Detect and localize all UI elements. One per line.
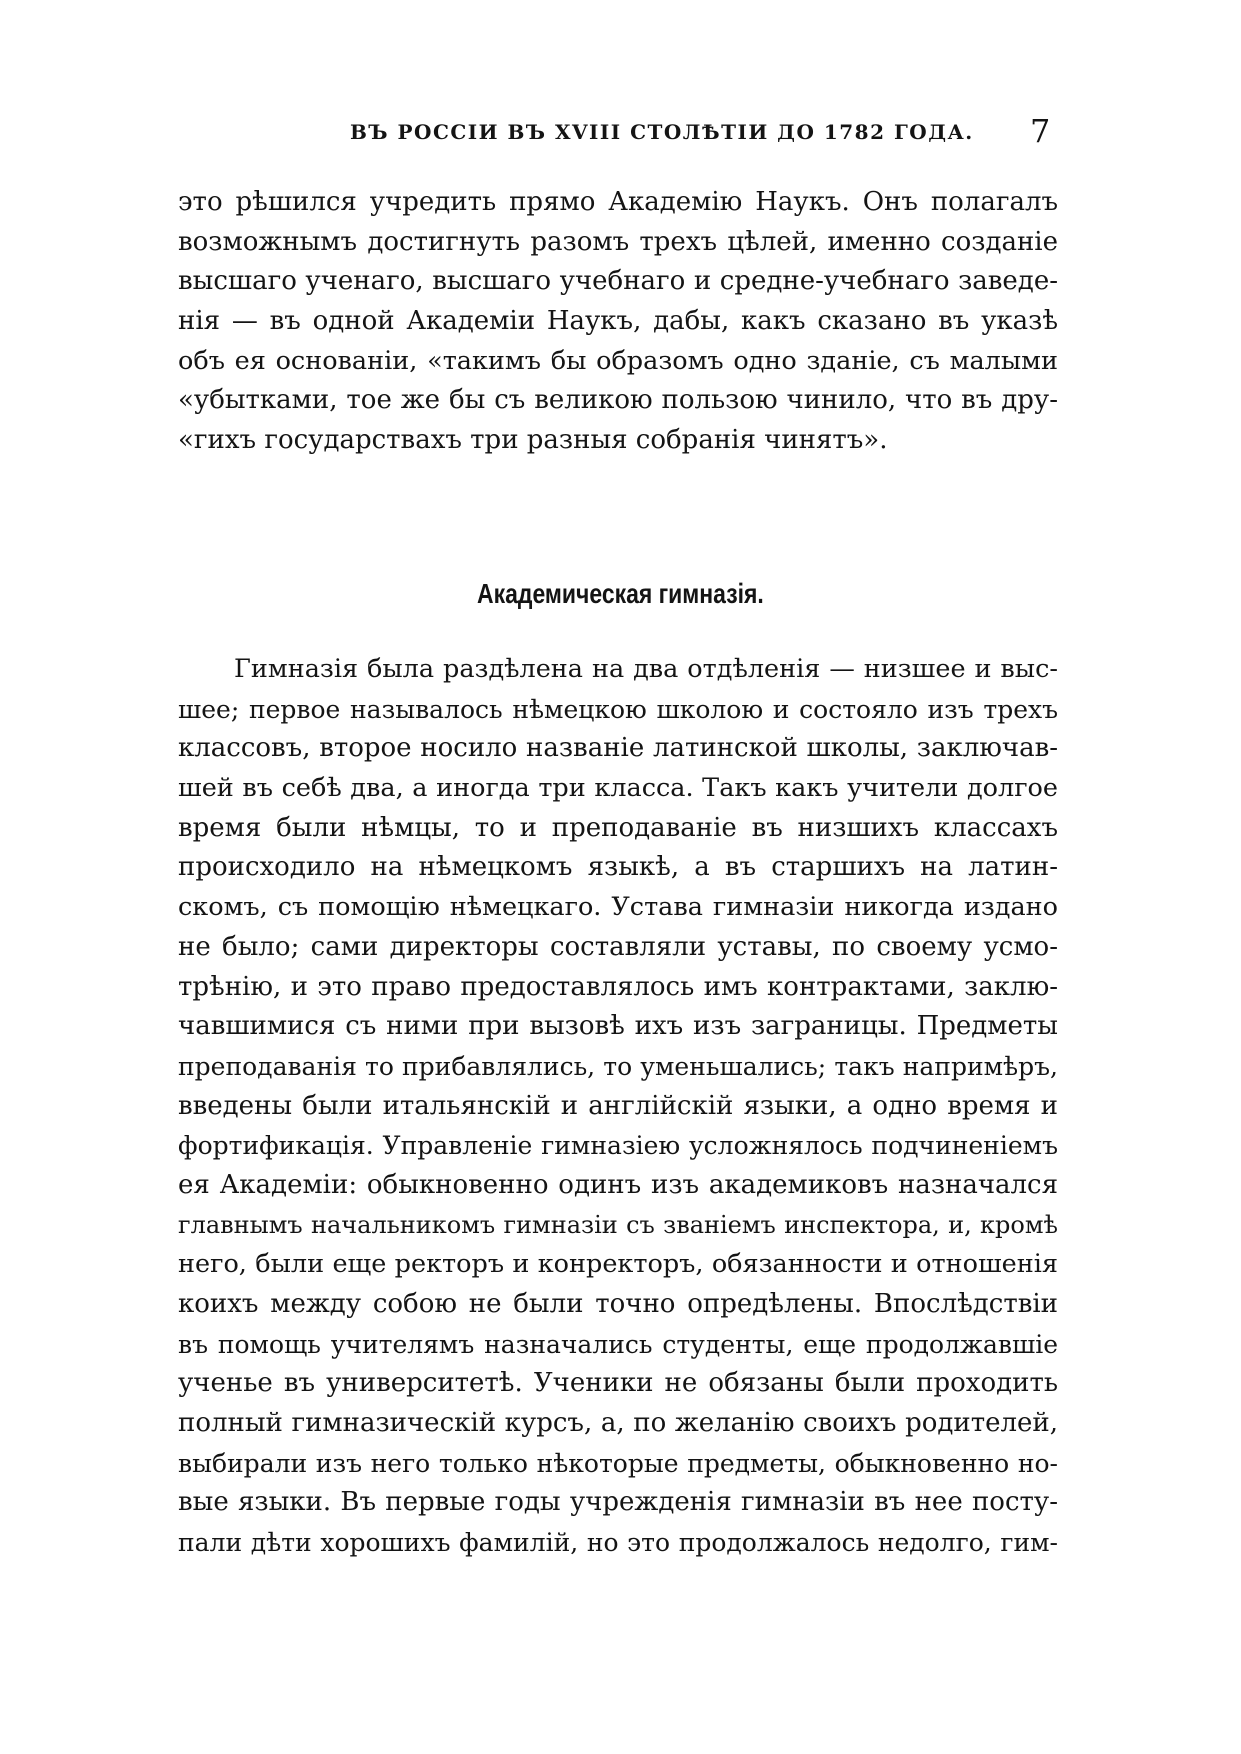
text-line: трѣнію, и это право предоставлялось имъ контрактами, заклю- xyxy=(178,971,1058,1002)
text-line: не было; сами директоры составляли уставы, по своему усмо- xyxy=(178,931,1058,962)
text-line: шей въ себѣ два, а иногда три класса. Такъ какъ учители долгое xyxy=(178,773,1058,804)
text-line: время были нѣмцы, то и преподаваніе въ низшихъ классахъ xyxy=(178,812,1058,843)
text-line: это рѣшился учредить прямо Академію Наукъ. Онъ полагалъ xyxy=(178,187,1058,217)
text-line: «убытками, тое же бы съ великою пользою чинило, что въ дру- xyxy=(178,385,1058,416)
text-line: введены были итальянскій и англійскій языки, а одно время и xyxy=(178,1090,1058,1121)
text-line: нія — въ одной Академіи Наукъ, дабы, какъ сказано въ указѣ xyxy=(178,306,1058,337)
running-head xyxy=(0,112,1241,152)
text-line: фортификація. Управленіе гимназіею усложнялось подчиненіемъ xyxy=(178,1131,1058,1161)
text-line: шее; первое называлось нѣмецкою школою и состояло изъ трехъ xyxy=(178,694,1058,724)
running-title: ВЪ РОССІИ ВЪ XVIII СТОЛѢТІИ ДО 1782 ГОДА. xyxy=(350,120,974,144)
paragraph-intro xyxy=(178,183,1058,461)
text-line: пали дѣти хорошихъ фамилій, но это продолжалось недолго, гим- xyxy=(178,1528,1058,1558)
text-line: него, были еще ректоръ и конректоръ, обязанности и отношенія xyxy=(178,1249,1058,1280)
paragraph-gymnasium xyxy=(178,650,1058,1563)
text-line: чавшимися съ ними при вызовѣ ихъ изъ заграницы. Предметы xyxy=(178,1011,1058,1042)
text-line: «гихъ государствахъ три разныя собранія чинятъ». xyxy=(178,425,888,456)
text-line: главнымъ начальникомъ гимназіи съ званіемъ инспектора, и, кромѣ xyxy=(178,1210,1058,1239)
text-line: коихъ между собою не были точно опредѣлены. Впослѣдствіи xyxy=(178,1289,1058,1319)
text-line: преподаванія то прибавлялись, то уменьшались; такъ напримѣръ, xyxy=(178,1051,1058,1081)
text-line: вые языки. Въ первые годы учрежденія гимназіи въ нее посту- xyxy=(178,1487,1058,1518)
text-line: высшаго ученаго, высшаго учебнаго и средне-учебнаго заведе- xyxy=(178,266,1058,297)
text-line: скомъ, съ помощію нѣмецкаго. Устава гимназіи никогда издано xyxy=(178,892,1058,923)
text-line: возможнымъ достигнуть разомъ трехъ цѣлей, именно созданіе xyxy=(178,226,1058,257)
page-number: 7 xyxy=(1030,112,1051,150)
section-heading: Академическая гимназія. xyxy=(477,578,764,609)
text-line: происходило на нѣмецкомъ языкѣ, а въ старшихъ на латин- xyxy=(178,852,1058,883)
text-line: ея Академіи: обыкновенно одинъ изъ академиковъ назначался xyxy=(178,1169,1058,1200)
text-line: Гимназія была раздѣлена на два отдѣленія — низшее и выс- xyxy=(234,654,1058,684)
text-line: классовъ, второе носило названіе латинской школы, заключав- xyxy=(178,733,1058,764)
text-line: въ помощь учителямъ назначались студенты, еще продолжавшіе xyxy=(178,1329,1058,1359)
text-line: полный гимназическій курсъ, а, по желанію своихъ родителей, xyxy=(178,1408,1058,1439)
text-line: ученье въ университетѣ. Ученики не обязаны были проходить xyxy=(178,1368,1058,1399)
text-line: выбирали изъ него только нѣкоторые предметы, обыкновенно но- xyxy=(178,1448,1058,1478)
text-line: объ ея основаніи, «такимъ бы образомъ одно зданіе, съ малыми xyxy=(178,345,1058,376)
